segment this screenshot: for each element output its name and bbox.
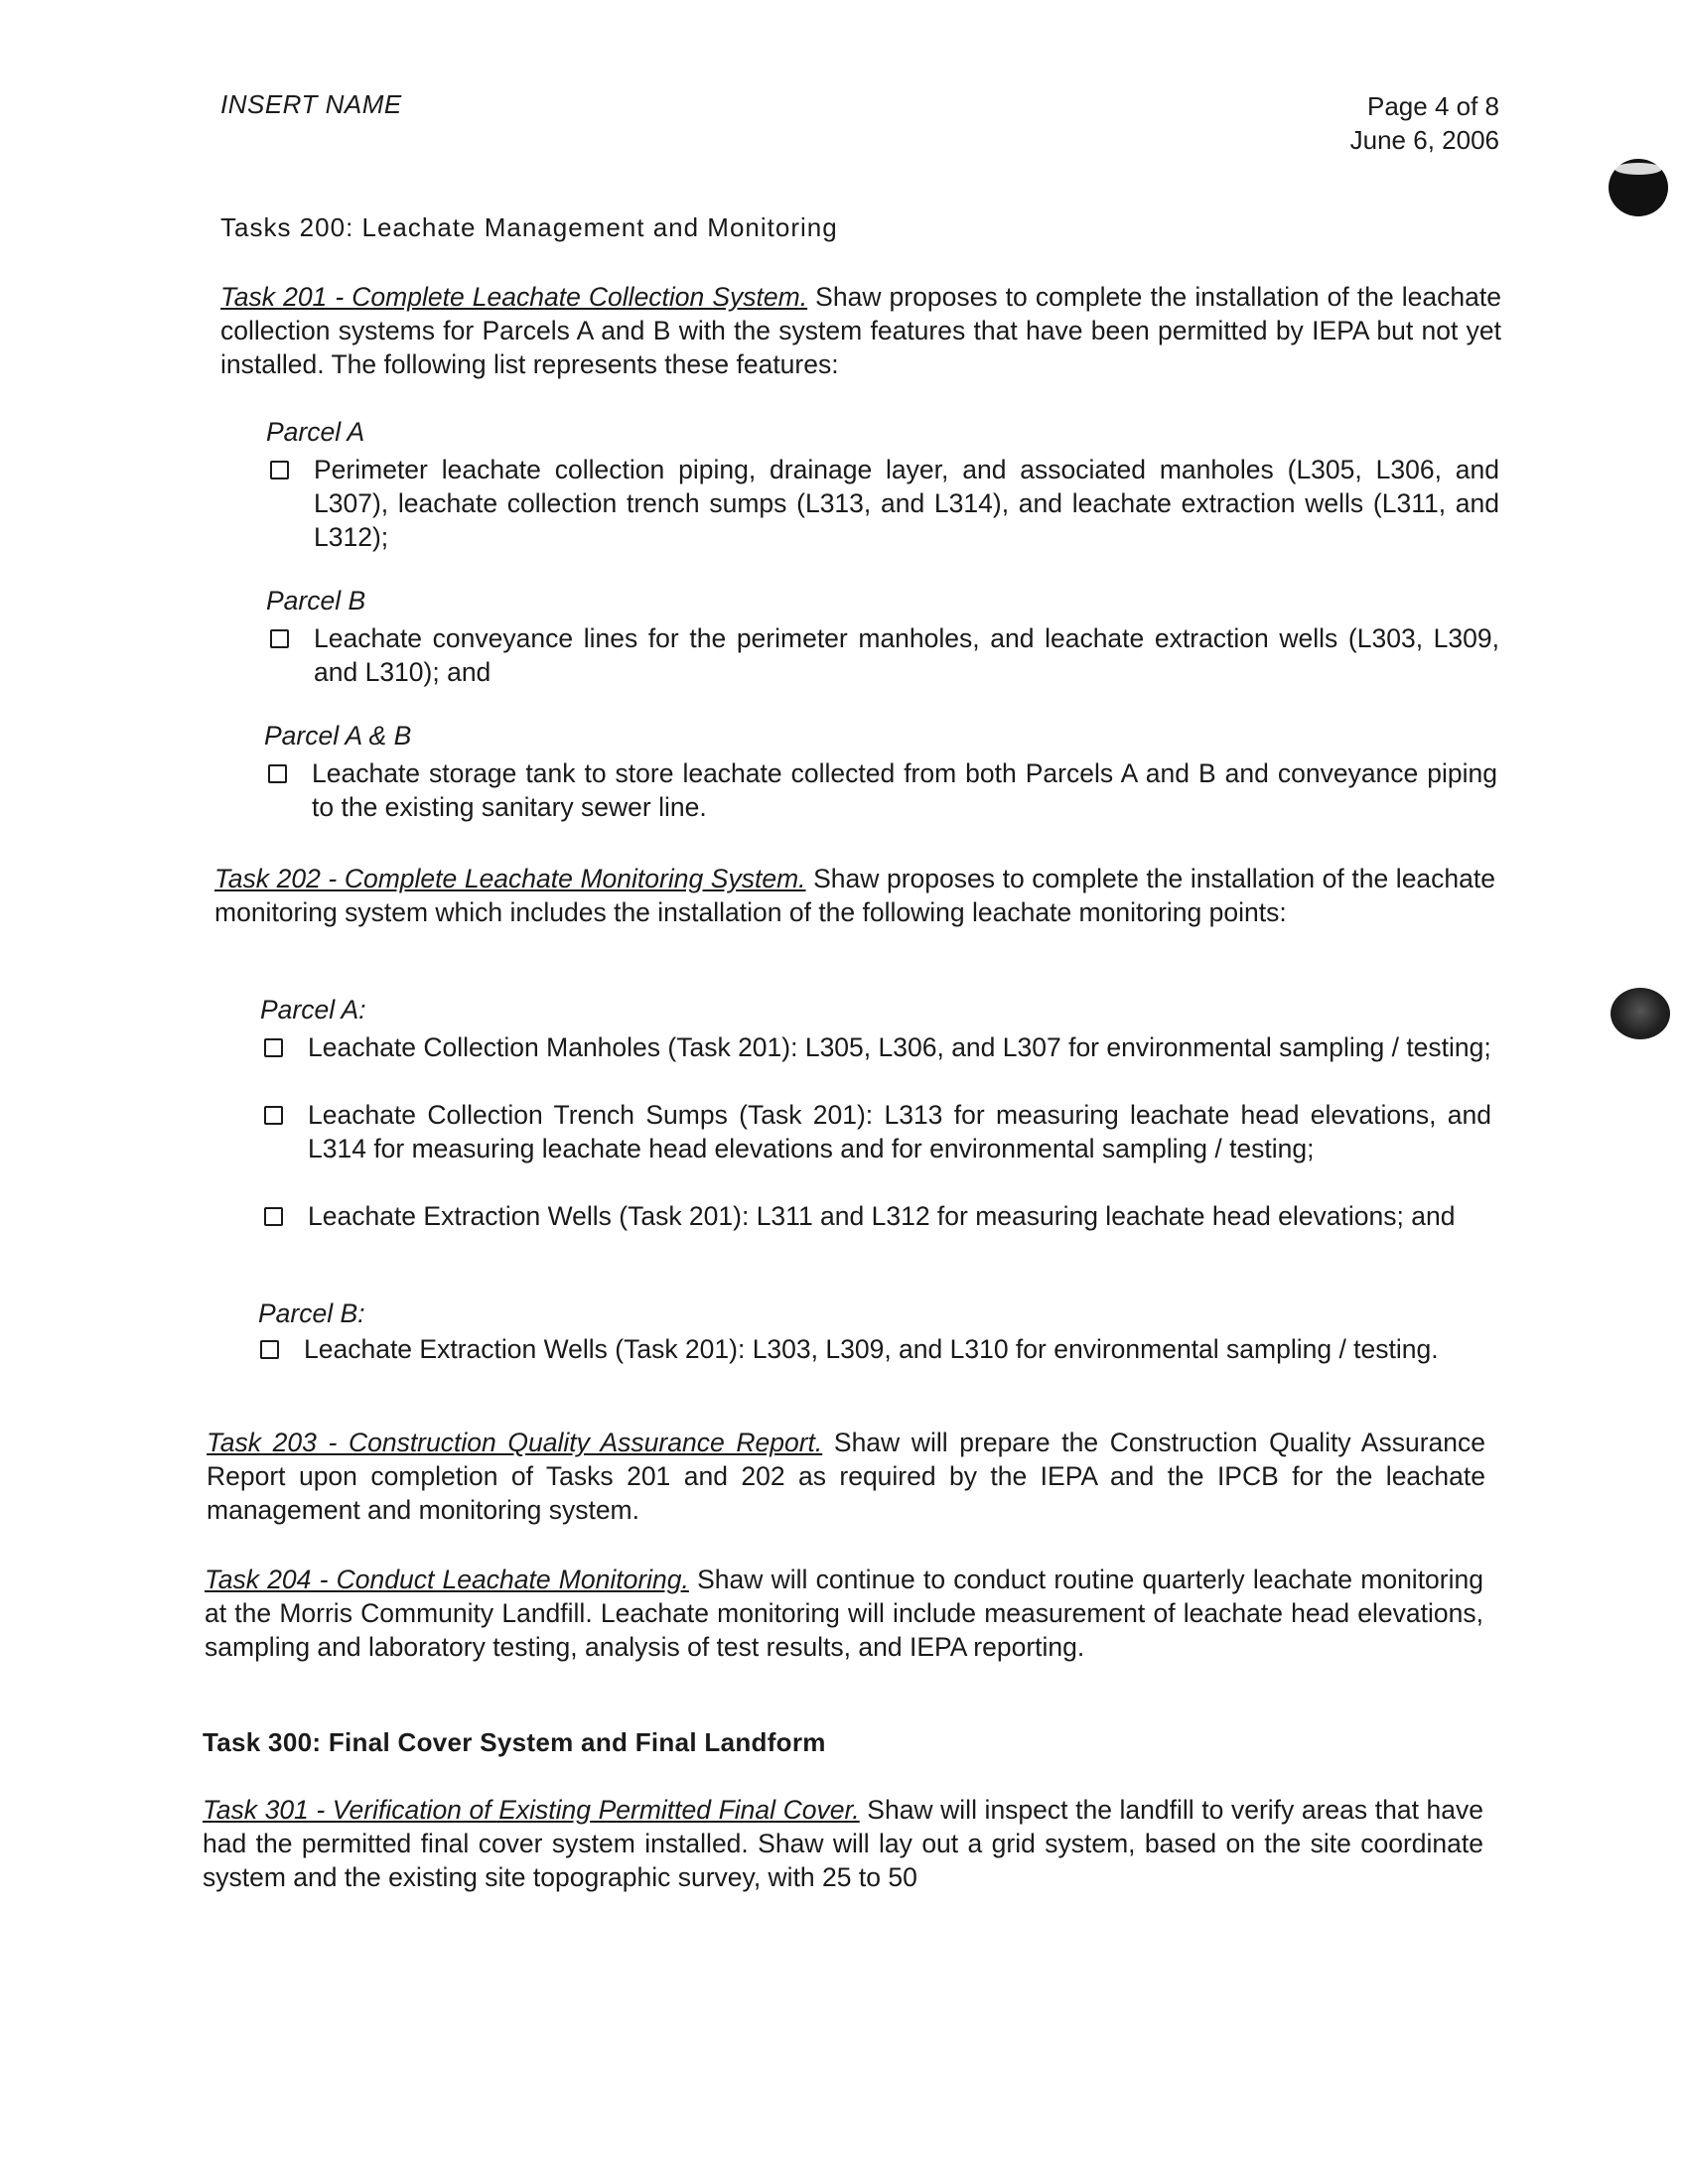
task-202-item-a-3-text: Leachate Extraction Wells (Task 201): L311 and L312 for measuring leachate head elevations; and (308, 1201, 1456, 1231)
task-204-text: Shaw will continue to conduct routine quarterly leachate monitoring at the Morris Community Landfill. Leachate monitoring will include measurement of leachate head elevations, sampling and laboratory testing, analysis of test results, and IEPA reporting. (205, 1565, 1483, 1662)
task-202-heading: Task 202 - Complete Leachate Monitoring System. (214, 864, 806, 893)
task-201-heading: Task 201 - Complete Leachate Collection System. (220, 282, 808, 312)
task-203-paragraph (207, 1426, 1485, 1527)
task-202-item-a-1 (308, 1030, 1491, 1064)
task-201-parcel-b-item-text: Leachate conveyance lines for the perimeter manholes, and leachate extraction wells (L303, L309, and L310); and (314, 623, 1499, 687)
document-date: June 6, 2006 (1349, 125, 1499, 155)
task-201-paragraph (220, 280, 1501, 381)
task-201-parcel-b-item (314, 621, 1499, 689)
section-300-title: Task 300: Final Cover System and Final Landform (203, 1727, 826, 1757)
task-202-item-a-2 (308, 1098, 1491, 1165)
task-301-text: Shaw will inspect the landfill to verify areas that have had the permitted final cover system installed. Shaw will lay out a grid system, based on the site coordinate system and the existing site topographic survey, with 25 to 50 (203, 1795, 1483, 1892)
task-201-parcel-a-item (314, 453, 1499, 554)
header-page-info (1350, 89, 1499, 157)
page-number: Page 4 of 8 (1367, 91, 1499, 121)
task-202-paragraph (214, 862, 1495, 929)
task-202-item-b-text: Leachate Extraction Wells (Task 201): L303, L309, and L310 for environmental sampling / testing. (304, 1334, 1439, 1364)
task-201-parcel-a-label: Parcel A (266, 417, 365, 447)
header-name-placeholder: INSERT NAME (220, 89, 402, 119)
checkbox-bullet-icon (270, 629, 289, 648)
task-202-item-b (304, 1332, 1485, 1366)
task-201-parcel-b-label: Parcel B (266, 586, 366, 615)
task-201-parcel-a-item-text: Perimeter leachate collection piping, drainage layer, and associated manholes (L305, L306, and L307), leachate collection trench sumps (L313, and L314), and leachate extraction wells (L311, and L312); (314, 455, 1499, 552)
task-204-heading: Task 204 - Conduct Leachate Monitoring. (205, 1565, 689, 1594)
section-200-title: Tasks 200: Leachate Management and Monitoring (220, 212, 838, 242)
binder-hole-top (1609, 159, 1668, 216)
binder-hole-middle (1611, 988, 1670, 1039)
task-203-text: Shaw will prepare the Construction Quality Assurance Report upon completion of Tasks 201 and 202 as required by the IEPA and the IPCB for the leachate management and monitoring system. (207, 1428, 1485, 1525)
task-202-parcel-a-label: Parcel A: (260, 995, 366, 1024)
checkbox-bullet-icon (264, 1106, 283, 1125)
task-202-text: Shaw proposes to complete the installation of the leachate monitoring system which includes the installation of the following leachate monitoring points: (214, 864, 1495, 927)
task-202-item-a-1-text: Leachate Collection Manholes (Task 201): L305, L306, and L307 for environmental sampling / testing; (308, 1032, 1491, 1062)
checkbox-bullet-icon (264, 1207, 283, 1226)
task-201-text: Shaw proposes to complete the installation of the leachate collection systems for Parcels A and B with the system features that have been permitted by IEPA but not yet installed. The following list represents these features: (220, 282, 1501, 379)
task-301-paragraph (203, 1793, 1483, 1894)
task-301-heading: Task 301 - Verification of Existing Permitted Final Cover. (203, 1795, 860, 1825)
checkbox-bullet-icon (270, 461, 289, 479)
task-201-parcel-ab-item (312, 756, 1497, 824)
task-201-parcel-ab-item-text: Leachate storage tank to store leachate collected from both Parcels A and B and conveyance piping to the existing sanitary sewer line. (312, 758, 1497, 822)
task-202-parcel-b-label: Parcel B: (258, 1298, 365, 1328)
checkbox-bullet-icon (260, 1340, 279, 1359)
task-202-item-a-2-text: Leachate Collection Trench Sumps (Task 201): L313 for measuring leachate head elevations, and L314 for measuring leachate head elevations and for environmental sampling / testing; (308, 1100, 1491, 1163)
task-203-heading: Task 203 - Construction Quality Assurance Report. (207, 1428, 823, 1457)
checkbox-bullet-icon (268, 764, 287, 783)
task-204-paragraph (205, 1563, 1483, 1664)
checkbox-bullet-icon (264, 1038, 283, 1057)
task-202-item-a-3 (308, 1199, 1491, 1233)
task-201-parcel-ab-label: Parcel A & B (264, 721, 412, 751)
